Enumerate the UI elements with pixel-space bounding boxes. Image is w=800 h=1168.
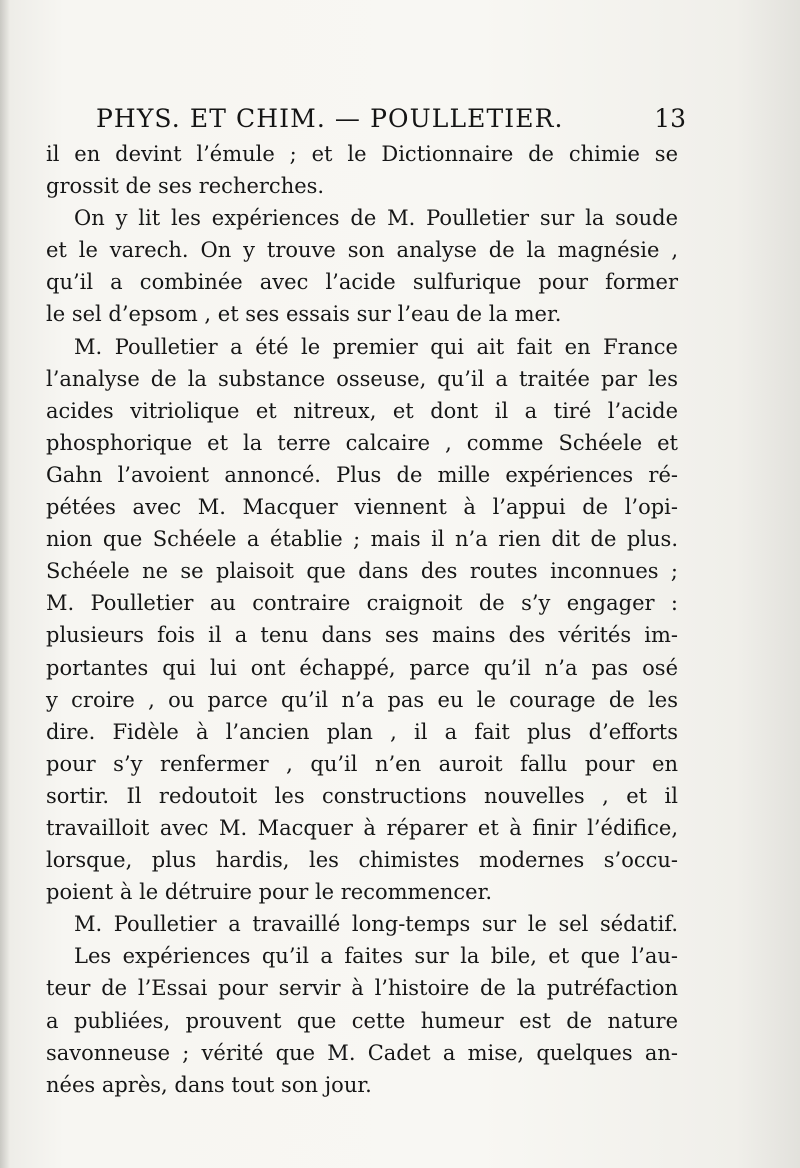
text-line: qu’il a combinée avec l’acide sulfurique pour former — [46, 270, 678, 295]
text-line: portantes qui lui ont échappé, parce qu’il n’a pas osé — [46, 655, 678, 680]
text-line: savonneuse ; vérité que M. Cadet a mise, quelques an- — [46, 1040, 678, 1065]
text-line: Les expériences qu’il a faites sur la bile, et que l’au- — [74, 944, 678, 969]
text-line: et le varech. On y trouve son analyse de la magnésie , — [46, 238, 678, 263]
page-number: 13 — [654, 104, 686, 133]
text-line: M. Poulletier a travaillé long-temps sur le sel sédatif. — [74, 912, 678, 937]
text-line: pétées avec M. Macquer viennent à l’appui de l’opi- — [46, 495, 678, 520]
page-edge-shadow — [0, 0, 10, 1168]
text-line: teur de l’Essai pour servir à l’histoire de la putréfaction — [46, 976, 678, 1001]
text-line: l’analyse de la substance osseuse, qu’il a traitée par les — [46, 366, 678, 391]
text-line: travailloit avec M. Macquer à réparer et à finir l’édifice, — [46, 815, 678, 840]
text-line: nion que Schéele a établie ; mais il n’a rien dit de plus. — [46, 527, 678, 552]
text-line: y croire , ou parce qu’il n’a pas eu le courage de les — [46, 687, 678, 712]
text-line: phosphorique et la terre calcaire , comme Schéele et — [46, 430, 678, 455]
text-line: sortir. Il redoutoit les constructions nouvelles , et il — [46, 783, 678, 808]
text-line: pour s’y renfermer , qu’il n’en auroit fallu pour en — [46, 751, 678, 776]
text-line: grossit de ses recherches. — [46, 174, 325, 199]
body-text — [46, 138, 678, 1101]
text-line: a publiées, prouvent que cette humeur est de nature — [46, 1008, 678, 1033]
text-line: M. Poulletier au contraire craignoit de s’y engager : — [46, 591, 678, 616]
running-title: PHYS. ET CHIM. — POULLETIER. — [96, 104, 564, 133]
text-line: nées après, dans tout son jour. — [46, 1072, 372, 1097]
text-line: plusieurs fois il a tenu dans ses mains des vérités im- — [46, 623, 678, 648]
text-line: On y lit les expériences de M. Poulletier sur la soude — [74, 206, 678, 231]
text-line: il en devint l’émule ; et le Dictionnaire de chimie se — [46, 142, 678, 166]
text-line: le sel d’epsom , et ses essais sur l’eau de la mer. — [46, 302, 562, 327]
text-line: Gahn l’avoient annoncé. Plus de mille expériences ré- — [46, 462, 678, 487]
text-line: poient à le détruire pour le recommencer. — [46, 880, 493, 905]
text-line: Schéele ne se plaisoit que dans des routes inconnues ; — [46, 559, 678, 584]
text-line: dire. Fidèle à l’ancien plan , il a fait plus d’efforts — [46, 719, 678, 744]
text-line: M. Poulletier a été le premier qui ait fait en France — [74, 334, 678, 359]
text-line: acides vitriolique et nitreux, et dont il a tiré l’acide — [46, 398, 678, 423]
text-line: lorsque, plus hardis, les chimistes modernes s’occu- — [46, 848, 678, 873]
